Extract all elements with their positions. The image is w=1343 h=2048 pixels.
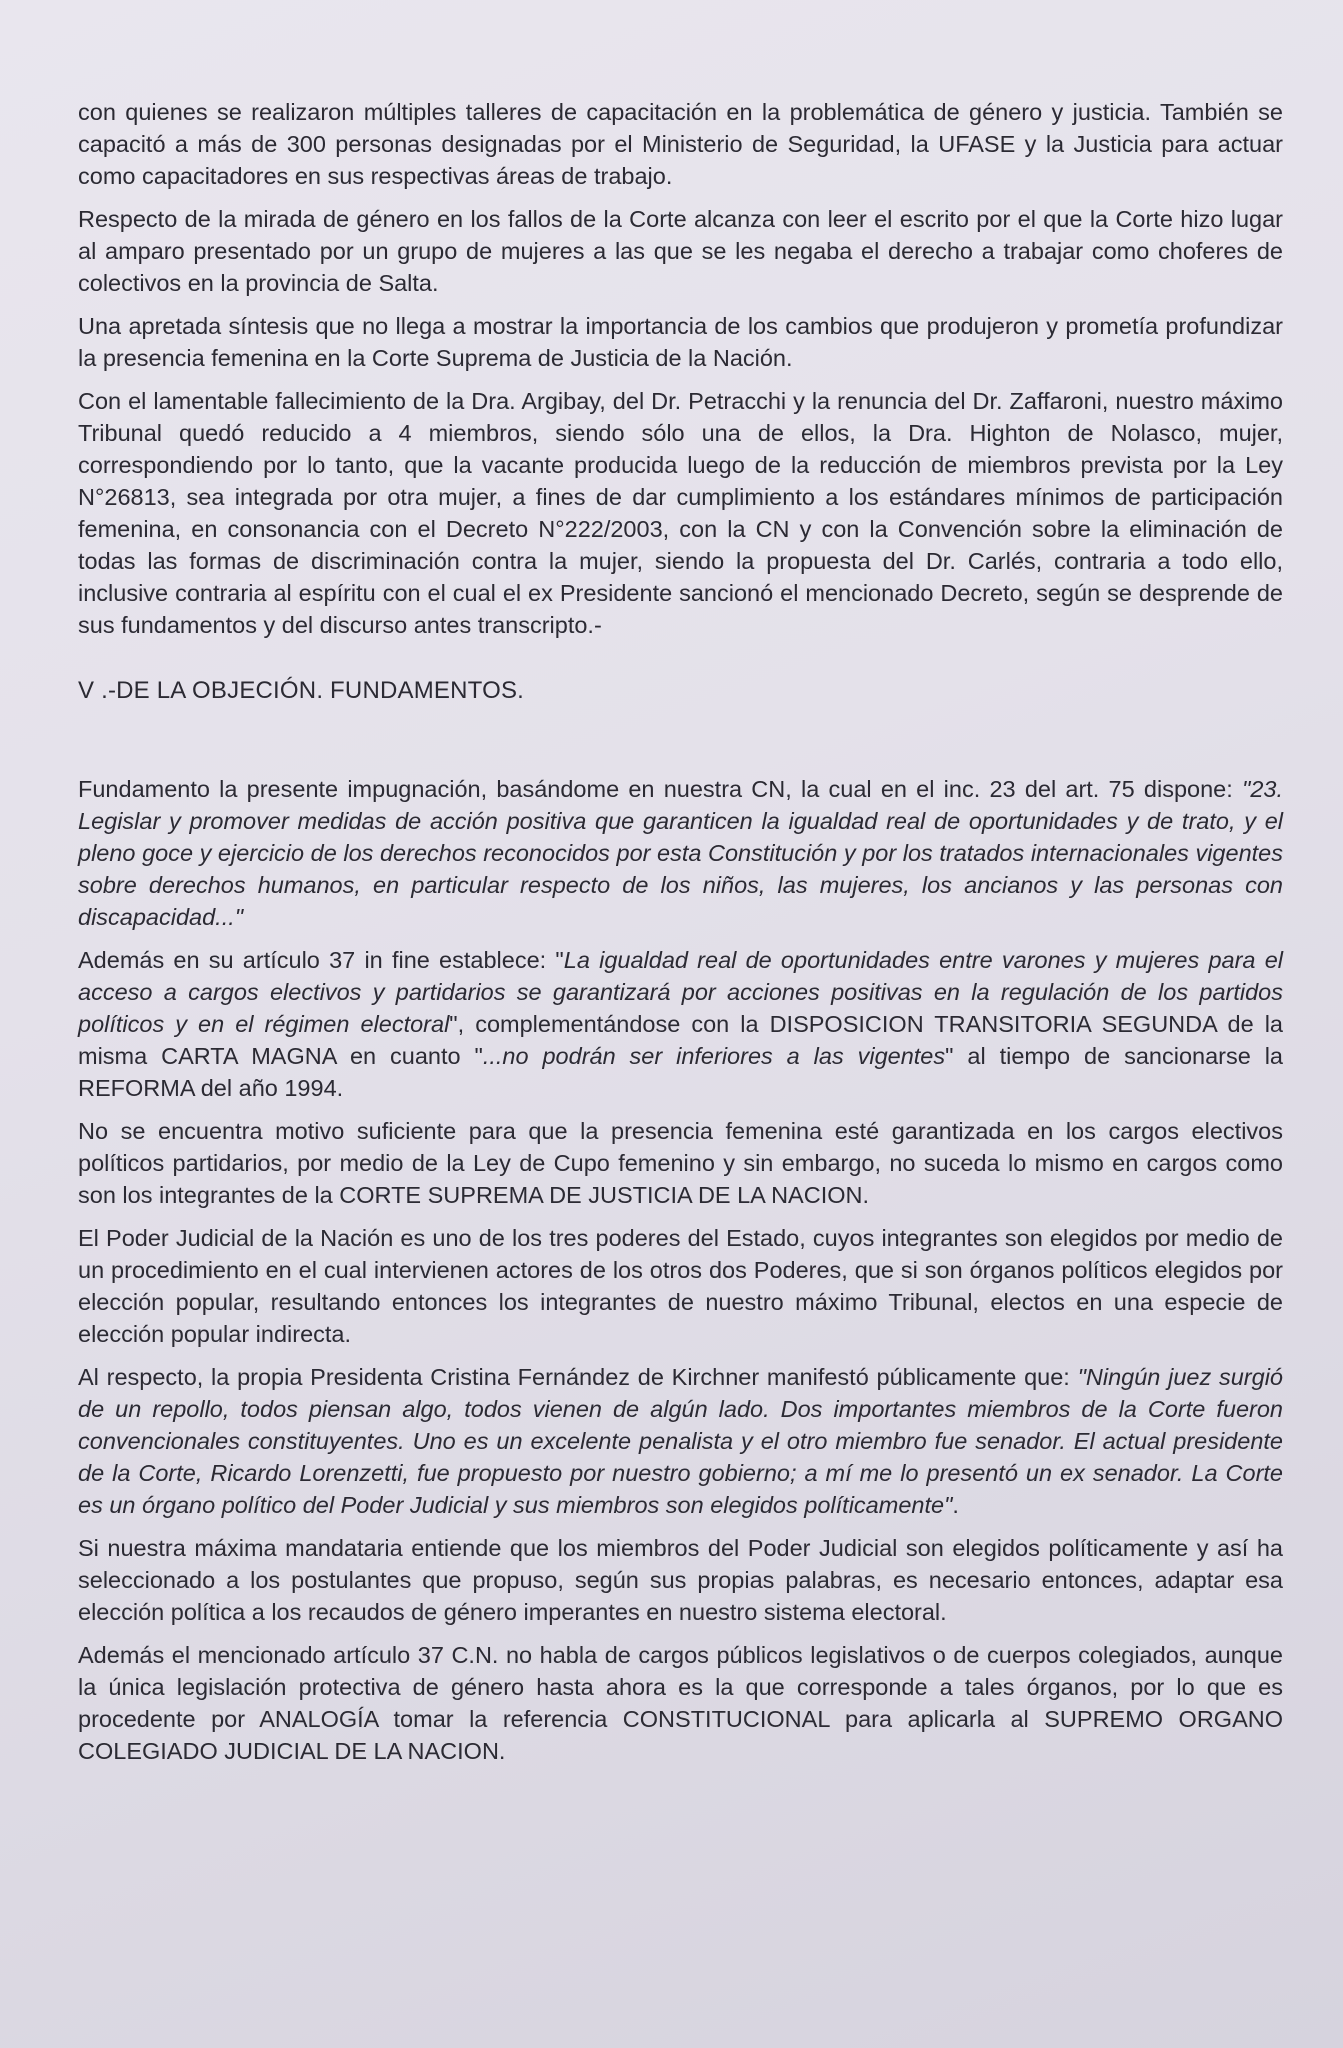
paragraph-mirada-genero: Respecto de la mirada de género en los fallos de la Corte alcanza con leer el escrito por el que la Corte hizo lugar al amparo presentado por un grupo de mujeres a las que se les negaba el derecho a trabajar como choferes de colectivos en la provincia de Salta. xyxy=(78,206,1283,296)
paragraph-capacitacion: con quienes se realizaron múltiples talleres de capacitación en la problemática de género y justicia. También se capacitó a más de 300 personas designadas por el Ministerio de Seguridad, la UFASE y la Justicia para actuar como capacitadores en sus respectivas áreas de trabajo. xyxy=(78,99,1283,189)
paragraph-fundamento-intro: Fundamento la presente impugnación, basándome en nuestra CN, la cual en el inc. 23 del art. 75 dispone: xyxy=(78,776,1242,802)
paragraph-articulo-37 xyxy=(78,944,1283,1104)
paragraph-fundamento xyxy=(78,773,1283,933)
paragraph-vacante: Con el lamentable fallecimiento de la Dra. Argibay, del Dr. Petracchi y la renuncia del Dr. Zaffaroni, nuestro máximo Tribunal quedó reducido a 4 miembros, siendo sólo una de ellos, la Dra. Highton de Nolasco, mujer, correspondiendo por lo tanto, que la vacante producida luego de la reducción de miembros prevista por la Ley N°26813, sea integrada por otra mujer, a fines de dar cumplimiento a los estándares mínimos de participación femenina, en consonancia con el Decreto N°222/2003, con la CN y con la Convención sobre la eliminación de todas las formas de discriminación contra la mujer, siendo la propuesta del Dr. Carlés, contraria a todo ello, inclusive contraria al espíritu con el cual el ex Presidente sancionó el mencionado Decreto, según se desprende de sus fundamentos y del discurso antes transcripto.- xyxy=(78,388,1283,638)
quote-inc-23: "23. Legislar y promover medidas de acción positiva que garanticen la igualdad real de oportunidades y de trato, y el pleno goce y ejercicio de los derechos reconocidos por esta Constitución y por los tratados internacionales vigentes sobre derechos humanos, en particular respecto de los niños, las mujeres, los ancianos y las personas con discapacidad..." xyxy=(78,776,1283,930)
paragraph-presidenta-end: . xyxy=(952,1492,959,1518)
paragraph-poder-judicial: El Poder Judicial de la Nación es uno de los tres poderes del Estado, cuyos integrantes son elegidos por medio de un procedimiento en el cual intervienen actores de los otros dos Poderes, que si son órganos políticos elegidos por elección popular, resultando entonces los integrantes de nuestro máximo Tribunal, electos en una especie de elección popular indirecta. xyxy=(78,1225,1283,1347)
paragraph-sintesis: Una apretada síntesis que no llega a mostrar la importancia de los cambios que produjeron y prometía profundizar la presencia femenina en la Corte Suprema de Justicia de la Nación. xyxy=(78,313,1283,371)
document-body xyxy=(78,96,1283,1778)
quote-articulo-37: La igualdad real de oportunidades entre varones y mujeres para el acceso a cargos electivos y partidarios se garantizará por acciones positivas en la regulación de los partidos políticos y en el régimen electoral xyxy=(78,947,1283,1037)
paragraph-articulo-37-intro: Además en su artículo 37 in fine establece: " xyxy=(78,947,564,973)
section-heading: V .-DE LA OBJECIÓN. FUNDAMENTOS. xyxy=(78,677,525,704)
paragraph-presidenta xyxy=(78,1361,1283,1521)
paragraph-articulo-37-end: " al tiempo de sancionarse la REFORMA del año 1994. xyxy=(78,1043,1283,1101)
paragraph-presidenta-intro: Al respecto, la propia Presidenta Cristina Fernández de Kirchner manifestó públicamente que: xyxy=(78,1364,1078,1390)
paragraph-articulo-37-middle: ", complementándose con la DISPOSICION TRANSITORIA SEGUNDA de la misma CARTA MAGNA en cuanto " xyxy=(78,1011,1283,1069)
paragraph-motivo: No se encuentra motivo suficiente para que la presencia femenina esté garantizada en los cargos electivos políticos partidarios, por medio de la Ley de Cupo femenino y sin embargo, no suceda lo mismo en cargos como son los integrantes de la CORTE SUPREMA DE JUSTICIA DE LA NACION. xyxy=(78,1118,1283,1208)
paragraph-analogia: Además el mencionado artículo 37 C.N. no habla de cargos públicos legislativos o de cuerpos colegiados, aunque la única legislación protectiva de género hasta ahora es la que corresponde a tales órganos, por lo que es procedente por ANALOGÍA tomar la referencia CONSTITUCIONAL para aplicarla al SUPREMO ORGANO COLEGIADO JUDICIAL DE LA NACION. xyxy=(78,1642,1283,1764)
paragraph-mandataria: Si nuestra máxima mandataria entiende que los miembros del Poder Judicial son elegidos políticamente y así ha seleccionado a los postulantes que propuso, según sus propias palabras, es necesario entonces, adaptar esa elección política a los recaudos de género imperantes en nuestro sistema electoral. xyxy=(78,1535,1283,1625)
quote-presidenta: "Ningún juez surgió de un repollo, todos piensan algo, todos vienen de algún lado. Dos importantes miembros de la Corte fueron convencionales constituyentes. Uno es un excelente penalista y el otro miembro fue senador. El actual presidente de la Corte, Ricardo Lorenzetti, fue propuesto por nuestro gobierno; a mí me lo presentó un ex senador. La Corte es un órgano político del Poder Judicial y sus miembros son elegidos políticamente" xyxy=(78,1364,1283,1518)
quote-disposicion-transitoria: ...no podrán ser inferiores a las vigentes xyxy=(482,1043,946,1069)
